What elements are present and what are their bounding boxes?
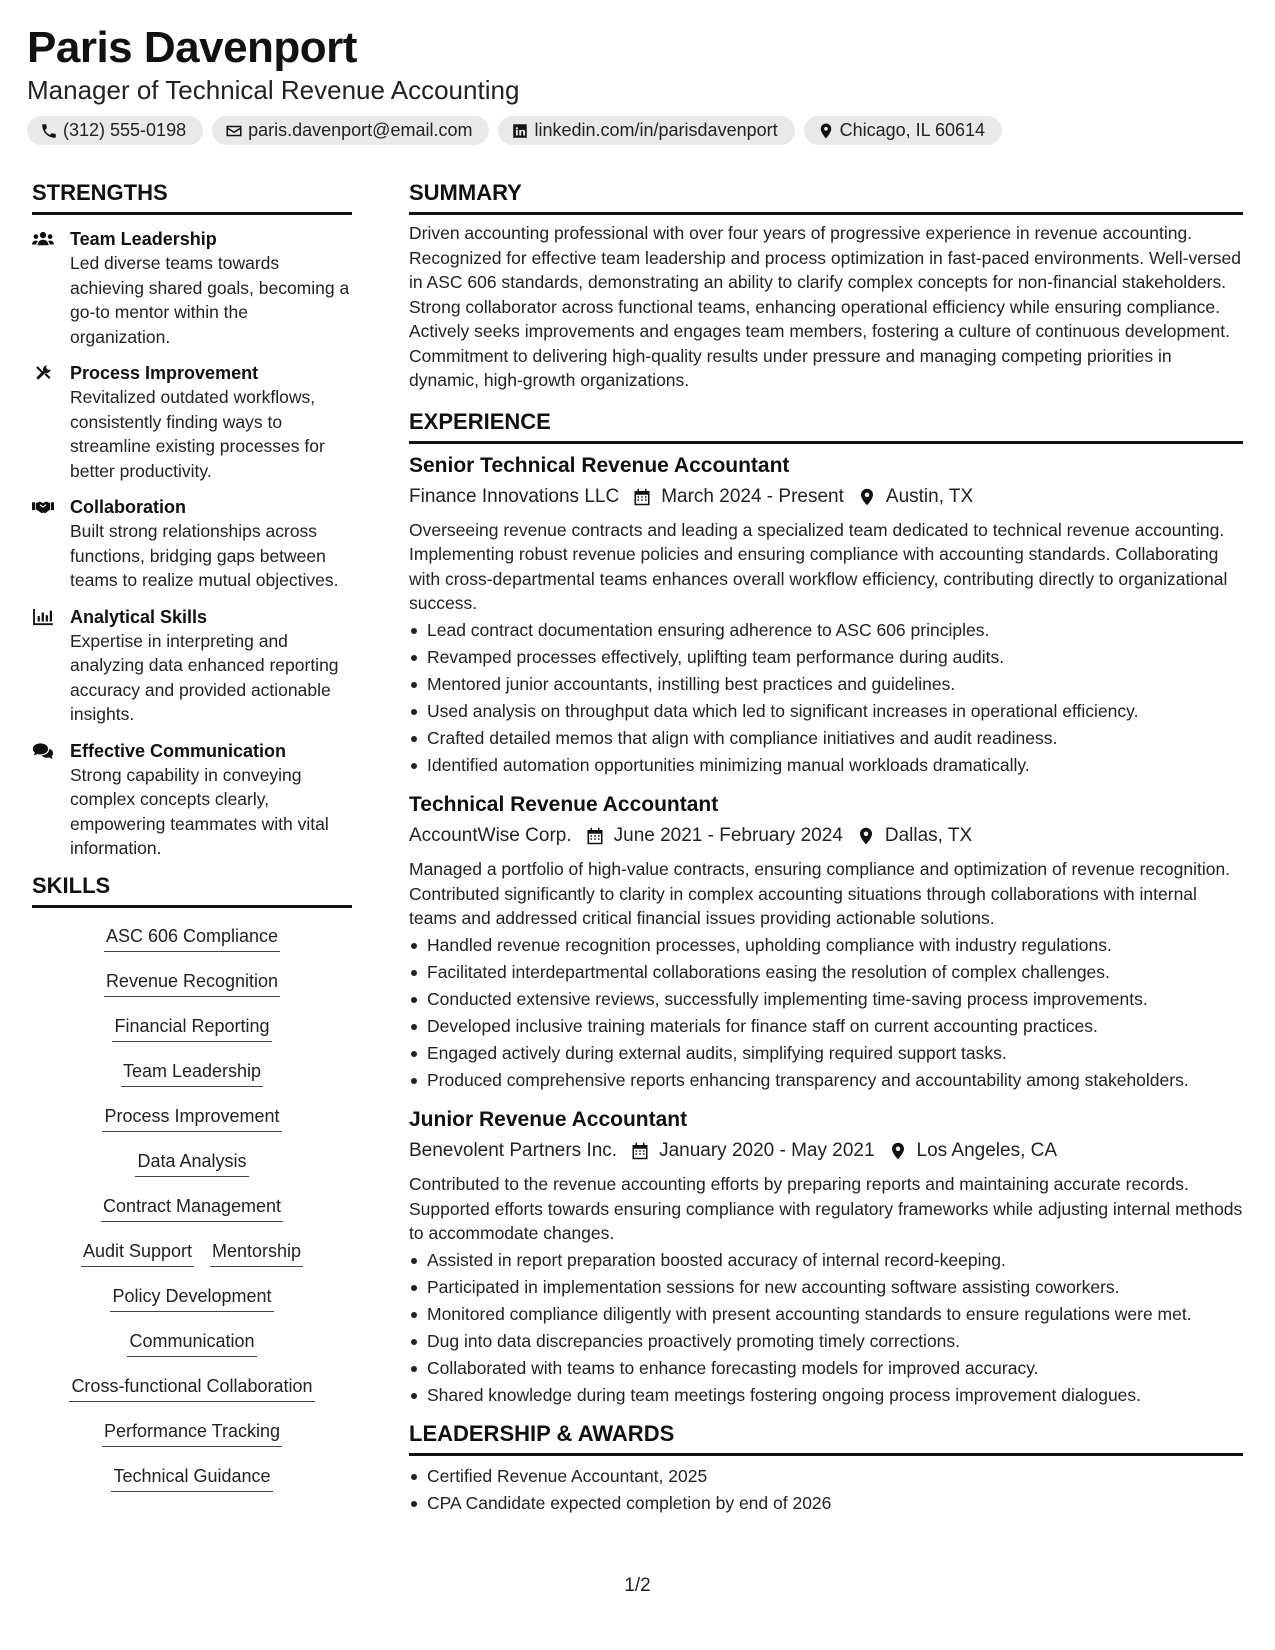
strength-desc: Strong capability in conveying complex concepts clearly, empowering teammates with vital information. bbox=[70, 764, 329, 858]
bullet-item: Revamped processes effectively, uplifting team performance during audits. bbox=[409, 645, 1243, 670]
skill-tag: Audit Support bbox=[81, 1237, 194, 1267]
job-company: Benevolent Partners Inc. bbox=[409, 1140, 618, 1161]
strengths-heading: STRENGTHS bbox=[32, 180, 352, 215]
calendar-icon bbox=[631, 1142, 649, 1160]
skill-tag: Communication bbox=[127, 1327, 256, 1357]
skill-tag: Revenue Recognition bbox=[104, 967, 280, 997]
strength-desc: Led diverse teams towards achieving shared goals, becoming a go-to mentor within the organization. bbox=[70, 253, 350, 347]
strength-item bbox=[32, 739, 352, 861]
bullet-item: Lead contract documentation ensuring adherence to ASC 606 principles. bbox=[409, 618, 1243, 643]
bullet-item: Mentored junior accountants, instilling best practices and guidelines. bbox=[409, 672, 1243, 697]
job-location: Los Angeles, CA bbox=[916, 1140, 1058, 1161]
strengths-section bbox=[32, 180, 352, 861]
strength-desc: Expertise in interpreting and analyzing data enhanced reporting accuracy and provided actionable insights. bbox=[70, 630, 339, 724]
bullet-item: Dug into data discrepancies proactively promoting timely corrections. bbox=[409, 1329, 1243, 1354]
phone-icon bbox=[40, 122, 58, 140]
skill-tag: Financial Reporting bbox=[112, 1012, 271, 1042]
experience-section bbox=[409, 409, 1243, 1408]
job-bullets bbox=[409, 618, 1243, 778]
bullet-item: Assisted in report preparation boosted accuracy of internal record-keeping. bbox=[409, 1248, 1243, 1273]
skill-tag: Technical Guidance bbox=[111, 1462, 272, 1492]
calendar-icon bbox=[586, 827, 604, 845]
bullet-item: Crafted detailed memos that align with compliance initiatives and audit readiness. bbox=[409, 726, 1243, 751]
skill-tag: ASC 606 Compliance bbox=[104, 922, 280, 952]
bullet-item: Collaborated with teams to enhance forecasting models for improved accuracy. bbox=[409, 1356, 1243, 1381]
job-dates: June 2021 - February 2024 bbox=[613, 825, 843, 846]
strength-item bbox=[32, 605, 352, 727]
awards-heading: LEADERSHIP & AWARDS bbox=[409, 1421, 1243, 1456]
contact-phone-text: (312) 555-0198 bbox=[63, 120, 187, 140]
job-meta bbox=[409, 821, 1243, 851]
strength-item bbox=[32, 361, 352, 483]
contact-location bbox=[804, 116, 1002, 145]
bullet-item: Engaged actively during external audits, simplifying required support tasks. bbox=[409, 1041, 1243, 1066]
left-column bbox=[32, 180, 352, 1507]
strength-title: Analytical Skills bbox=[70, 606, 208, 627]
candidate-title: Manager of Technical Revenue Accounting bbox=[27, 75, 520, 105]
page-number: 1/2 bbox=[624, 1575, 651, 1596]
job-description: Contributed to the revenue accounting efforts by preparing reports and maintaining accurate records. Supported efforts towards ensuring compliance with regulatory frameworks while adjusting internal methods to accommodate changes. bbox=[409, 1174, 1243, 1243]
contact-location-text: Chicago, IL 60614 bbox=[839, 120, 986, 140]
strength-title: Effective Communication bbox=[70, 740, 287, 761]
handshake-icon bbox=[32, 498, 54, 516]
comments-icon bbox=[32, 742, 54, 760]
job-bullets bbox=[409, 1248, 1243, 1408]
job-meta bbox=[409, 1136, 1243, 1166]
job-entry bbox=[409, 452, 1243, 778]
summary-section bbox=[409, 180, 1243, 393]
contact-linkedin[interactable] bbox=[498, 116, 794, 145]
strength-title: Collaboration bbox=[70, 497, 186, 517]
job-title: Technical Revenue Accountant bbox=[409, 793, 719, 816]
skill-tag: Mentorship bbox=[210, 1237, 303, 1267]
skill-tag: Process Improvement bbox=[102, 1102, 281, 1132]
job-location: Austin, TX bbox=[885, 485, 974, 507]
bullet-item: Used analysis on throughput data which led to significant increases in operational efficiency. bbox=[409, 699, 1243, 724]
job-location: Dallas, TX bbox=[884, 825, 973, 846]
award-item: Certified Revenue Accountant, 2025 bbox=[409, 1464, 1243, 1489]
calendar-icon bbox=[633, 488, 651, 506]
resume-header bbox=[27, 22, 1247, 145]
job-title: Junior Revenue Accountant bbox=[409, 1108, 688, 1131]
skills-heading: SKILLS bbox=[32, 873, 352, 908]
contact-phone bbox=[27, 116, 203, 145]
linkedin-icon bbox=[511, 122, 529, 140]
tools-icon bbox=[32, 364, 54, 382]
skill-tag: Cross-functional Collaboration bbox=[69, 1372, 314, 1402]
bullet-item: Conducted extensive reviews, successfully implementing time-saving process improvements. bbox=[409, 987, 1243, 1012]
summary-heading: SUMMARY bbox=[409, 180, 1243, 215]
bullet-item: Produced comprehensive reports enhancing transparency and accountability among stakeholders. bbox=[409, 1068, 1243, 1093]
strength-title: Process Improvement bbox=[70, 363, 259, 383]
summary-text: Driven accounting professional with over four years of progressive experience in revenue accounting. Recognized for effective team leadership and process optimization in fast-paced environments. Well-versed in ASC 606 standards, demonstrating an ability to clarify complex concepts for non-financial stakeholders. Strong collaborator across functional teams, enhancing operational efficiency while ensuring compliance. Actively seeks improvements and engages team members, fostering a culture of continuous development. Commitment to delivering high-quality results under pressure and managing competing priorities in dynamic, high-growth organizations. bbox=[409, 223, 1242, 390]
right-column bbox=[409, 180, 1243, 1518]
skill-tag: Team Leadership bbox=[121, 1057, 263, 1087]
map-pin-icon bbox=[889, 1142, 907, 1160]
contact-email[interactable] bbox=[212, 116, 489, 145]
strength-item bbox=[32, 495, 352, 593]
bullet-item: Handled revenue recognition processes, upholding compliance with industry regulations. bbox=[409, 933, 1243, 958]
bullet-item: Participated in implementation sessions for new accounting software assisting coworkers. bbox=[409, 1275, 1243, 1300]
job-title: Senior Technical Revenue Accountant bbox=[409, 453, 790, 477]
bullet-item: Monitored compliance diligently with present accounting standards to ensure regulations were met. bbox=[409, 1302, 1243, 1327]
job-description: Overseeing revenue contracts and leading a specialized team dedicated to technical revenue accounting. Implementing robust revenue policies and ensuring compliance with accounting standards. Collaborating with cross-departmental teams enhances overall workflow efficiency, contributing directly to organizational success. bbox=[409, 519, 1228, 613]
skill-tag: Policy Development bbox=[110, 1282, 273, 1312]
skills-list bbox=[32, 922, 352, 1507]
job-dates: March 2024 - Present bbox=[661, 485, 844, 507]
skill-tag: Contract Management bbox=[101, 1192, 283, 1222]
bullet-item: Shared knowledge during team meetings fostering ongoing process improvement dialogues. bbox=[409, 1383, 1243, 1408]
bullet-item: Developed inclusive training materials for finance staff on current accounting practices. bbox=[409, 1014, 1243, 1039]
skills-section bbox=[32, 873, 352, 1507]
bullet-item: Identified automation opportunities minimizing manual workloads dramatically. bbox=[409, 753, 1243, 778]
map-pin-icon bbox=[857, 827, 875, 845]
contact-linkedin-text: linkedin.com/in/parisdavenport bbox=[534, 120, 778, 140]
strength-desc: Revitalized outdated workflows, consistently finding ways to streamline existing processes for better productivity. bbox=[70, 387, 325, 481]
candidate-name: Paris Davenport bbox=[27, 23, 357, 72]
map-pin-icon bbox=[817, 122, 835, 140]
strength-item bbox=[32, 227, 352, 349]
awards-section bbox=[409, 1421, 1243, 1516]
job-meta bbox=[409, 482, 1243, 512]
job-company: Finance Innovations LLC bbox=[409, 485, 620, 507]
awards-list bbox=[409, 1464, 1243, 1516]
job-entry bbox=[409, 791, 1243, 1092]
experience-heading: EXPERIENCE bbox=[409, 409, 1243, 444]
award-item: CPA Candidate expected completion by end of 2026 bbox=[409, 1491, 1243, 1516]
strength-desc: Built strong relationships across functions, bridging gaps between teams to realize mutual objectives. bbox=[70, 521, 339, 590]
envelope-icon bbox=[225, 122, 243, 140]
job-bullets bbox=[409, 933, 1243, 1093]
job-description: Managed a portfolio of high-value contracts, ensuring compliance and optimization of revenue recognition. Contributed significantly to clarity in complex accounting situations through collaborations with internal teams and addressed critical financial issues providing actionable solutions. bbox=[409, 859, 1231, 928]
bar-chart-icon bbox=[32, 608, 54, 626]
map-pin-icon bbox=[858, 488, 876, 506]
job-company: AccountWise Corp. bbox=[409, 825, 572, 846]
users-icon bbox=[32, 230, 54, 248]
skill-tag: Data Analysis bbox=[135, 1147, 248, 1177]
strength-title: Team Leadership bbox=[70, 229, 217, 249]
job-entry bbox=[409, 1106, 1243, 1407]
bullet-item: Facilitated interdepartmental collaborations easing the resolution of complex challenges. bbox=[409, 960, 1243, 985]
skill-tag: Performance Tracking bbox=[102, 1417, 282, 1447]
contact-email-text: paris.davenport@email.com bbox=[248, 120, 473, 140]
contact-bar bbox=[27, 116, 1247, 145]
job-dates: January 2020 - May 2021 bbox=[659, 1140, 875, 1161]
